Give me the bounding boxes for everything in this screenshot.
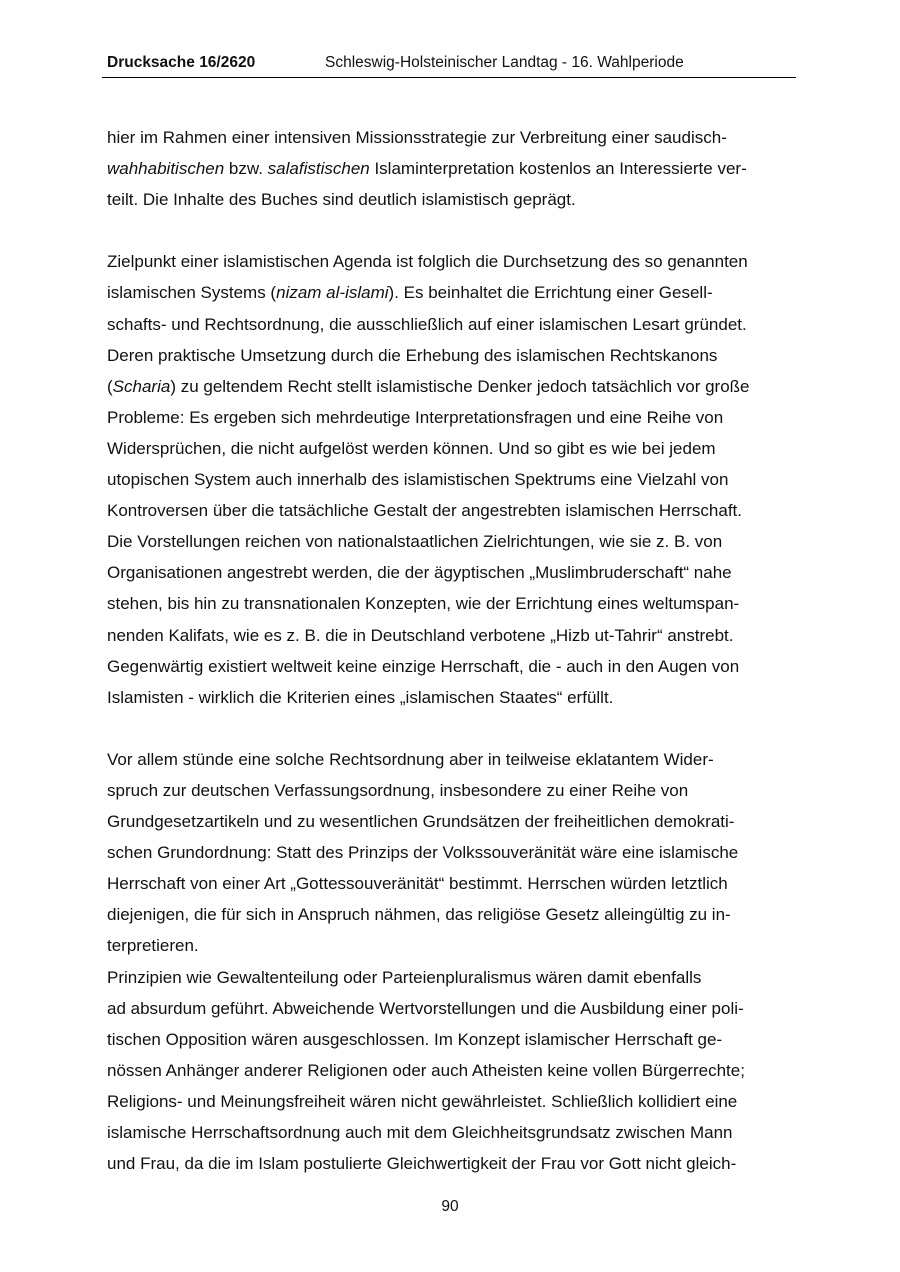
text-line <box>107 1117 795 1148</box>
text-run: tischen Opposition wären ausgeschlossen. Im Konzept islamischer Herrschaft ge- <box>107 1029 723 1049</box>
header-rule <box>102 77 796 78</box>
text-line <box>107 433 795 464</box>
text-line <box>107 806 795 837</box>
paragraph <box>107 122 795 215</box>
text-run: nenden Kalifats, wie es z. B. die in Deutschland verbotene „Hizb ut-Tahrir“ anstrebt. <box>107 625 734 645</box>
text-run: terpretieren. <box>107 936 199 956</box>
text-run: nössen Anhänger anderer Religionen oder auch Atheisten keine vollen Bürgerrechte; <box>107 1060 745 1080</box>
text-line <box>107 340 795 371</box>
text-run: ) zu geltendem Recht stellt islamistische Denker jedoch tatsächlich vor große <box>170 376 750 396</box>
text-run: spruch zur deutschen Verfassungsordnung, insbesondere zu einer Reihe von <box>107 780 689 800</box>
text-run: diejenigen, die für sich in Anspruch nähmen, das religiöse Gesetz alleingültig zu in- <box>107 905 731 925</box>
text-line <box>107 962 795 993</box>
paragraph <box>107 246 795 712</box>
text-run: schen Grundordnung: Statt des Prinzips der Volkssouveränität wäre eine islamische <box>107 843 739 863</box>
paragraph-gap <box>107 713 795 744</box>
text-line <box>107 122 795 153</box>
text-run: Zielpunkt einer islamistischen Agenda ist folglich die Durchsetzung des so genannten <box>107 252 748 272</box>
text-line <box>107 1086 795 1117</box>
paragraph-gap <box>107 215 795 246</box>
text-line <box>107 744 795 775</box>
text-run: ad absurdum geführt. Abweichende Wertvorstellungen und die Ausbildung einer poli- <box>107 998 744 1018</box>
text-run: Gegenwärtig existiert weltweit keine einzige Herrschaft, die - auch in den Augen von <box>107 656 740 676</box>
body-text <box>107 122 795 1179</box>
text-line <box>107 588 795 619</box>
text-run: hier im Rahmen einer intensiven Missionsstrategie zur Verbreitung einer saudisch- <box>107 128 727 147</box>
text-line <box>107 1024 795 1055</box>
text-run: stehen, bis hin zu transnationalen Konzepten, wie der Errichtung eines weltumspan- <box>107 594 740 614</box>
text-run: islamischen Systems ( <box>107 283 277 303</box>
text-run: ( <box>107 376 113 396</box>
text-run: und Frau, da die im Islam postulierte Gleichwertigkeit der Frau vor Gott nicht gleich- <box>107 1154 737 1174</box>
text-line <box>107 899 795 930</box>
text-line <box>107 246 795 277</box>
text-run: Herrschaft von einer Art „Gottessouveränität“ bestimmt. Herrschen würden letztlich <box>107 874 728 894</box>
text-run: bzw. <box>224 159 268 179</box>
document-number: Drucksache 16/2620 <box>107 54 256 71</box>
italic-term: Scharia <box>112 376 171 396</box>
text-run: schafts- und Rechtsordnung, die ausschließlich auf einer islamischen Lesart gründet. <box>107 314 747 334</box>
text-line <box>107 309 795 340</box>
text-run: islamische Herrschaftsordnung auch mit dem Gleichheitsgrundsatz zwischen Mann <box>107 1123 733 1142</box>
text-run: Widersprüchen, die nicht aufgelöst werden können. Und so gibt es wie bei jedem <box>107 438 716 458</box>
text-run: Organisationen angestrebt werden, die der ägyptischen „Muslimbruderschaft“ nahe <box>107 563 732 583</box>
text-line <box>107 775 795 806</box>
page-number: 90 <box>441 1198 459 1215</box>
page-header <box>107 54 795 74</box>
text-line <box>107 1055 795 1086</box>
text-line <box>107 837 795 868</box>
text-run: teilt. Die Inhalte des Buches sind deutlich islamistisch geprägt. <box>107 190 576 210</box>
text-line <box>107 464 795 495</box>
text-run: Grundgesetzartikeln und zu wesentlichen Grundsätzen der freiheitlichen demokrati- <box>107 812 735 832</box>
text-line <box>107 277 795 308</box>
text-line <box>107 1148 795 1179</box>
text-line <box>107 495 795 526</box>
parliament-title: Schleswig-Holsteinischer Landtag - 16. Wahlperiode <box>325 54 684 71</box>
text-run: Vor allem stünde eine solche Rechtsordnung aber in teilweise eklatantem Wider- <box>107 749 714 769</box>
text-run: Islamisten - wirklich die Kriterien eines „islamischen Staates“ erfüllt. <box>107 687 614 707</box>
text-run: Probleme: Es ergeben sich mehrdeutige Interpretationsfragen und eine Reihe von <box>107 407 724 427</box>
text-line <box>107 371 795 402</box>
italic-term: wahhabitischen <box>107 159 225 179</box>
text-line <box>107 868 795 899</box>
text-run: ). Es beinhaltet die Errichtung einer Gesell- <box>388 283 713 303</box>
text-line <box>107 402 795 433</box>
text-line <box>107 682 795 713</box>
text-line <box>107 993 795 1024</box>
italic-term: nizam al-islami <box>276 283 389 303</box>
text-line <box>107 184 795 215</box>
text-run: Islaminterpretation kostenlos an Interessierte ver- <box>369 159 747 179</box>
italic-term: salafistischen <box>267 159 370 179</box>
text-run: Deren praktische Umsetzung durch die Erhebung des islamischen Rechtskanons <box>107 345 718 365</box>
text-line <box>107 620 795 651</box>
paragraph <box>107 962 795 1180</box>
text-line <box>107 153 795 184</box>
text-line <box>107 526 795 557</box>
text-line <box>107 557 795 588</box>
text-run: Die Vorstellungen reichen von nationalstaatlichen Zielrichtungen, wie sie z. B. von <box>107 532 723 552</box>
text-run: Religions- und Meinungsfreiheit wären nicht gewährleistet. Schließlich kollidiert eine <box>107 1091 738 1111</box>
text-run: utopischen System auch innerhalb des islamistischen Spektrums eine Vielzahl von <box>107 470 729 490</box>
text-run: Kontroversen über die tatsächliche Gestalt der angestrebten islamischen Herrschaft. <box>107 501 742 521</box>
paragraph <box>107 744 795 962</box>
text-line <box>107 651 795 682</box>
text-line <box>107 930 795 961</box>
text-run: Prinzipien wie Gewaltenteilung oder Parteienpluralismus wären damit ebenfalls <box>107 967 702 987</box>
